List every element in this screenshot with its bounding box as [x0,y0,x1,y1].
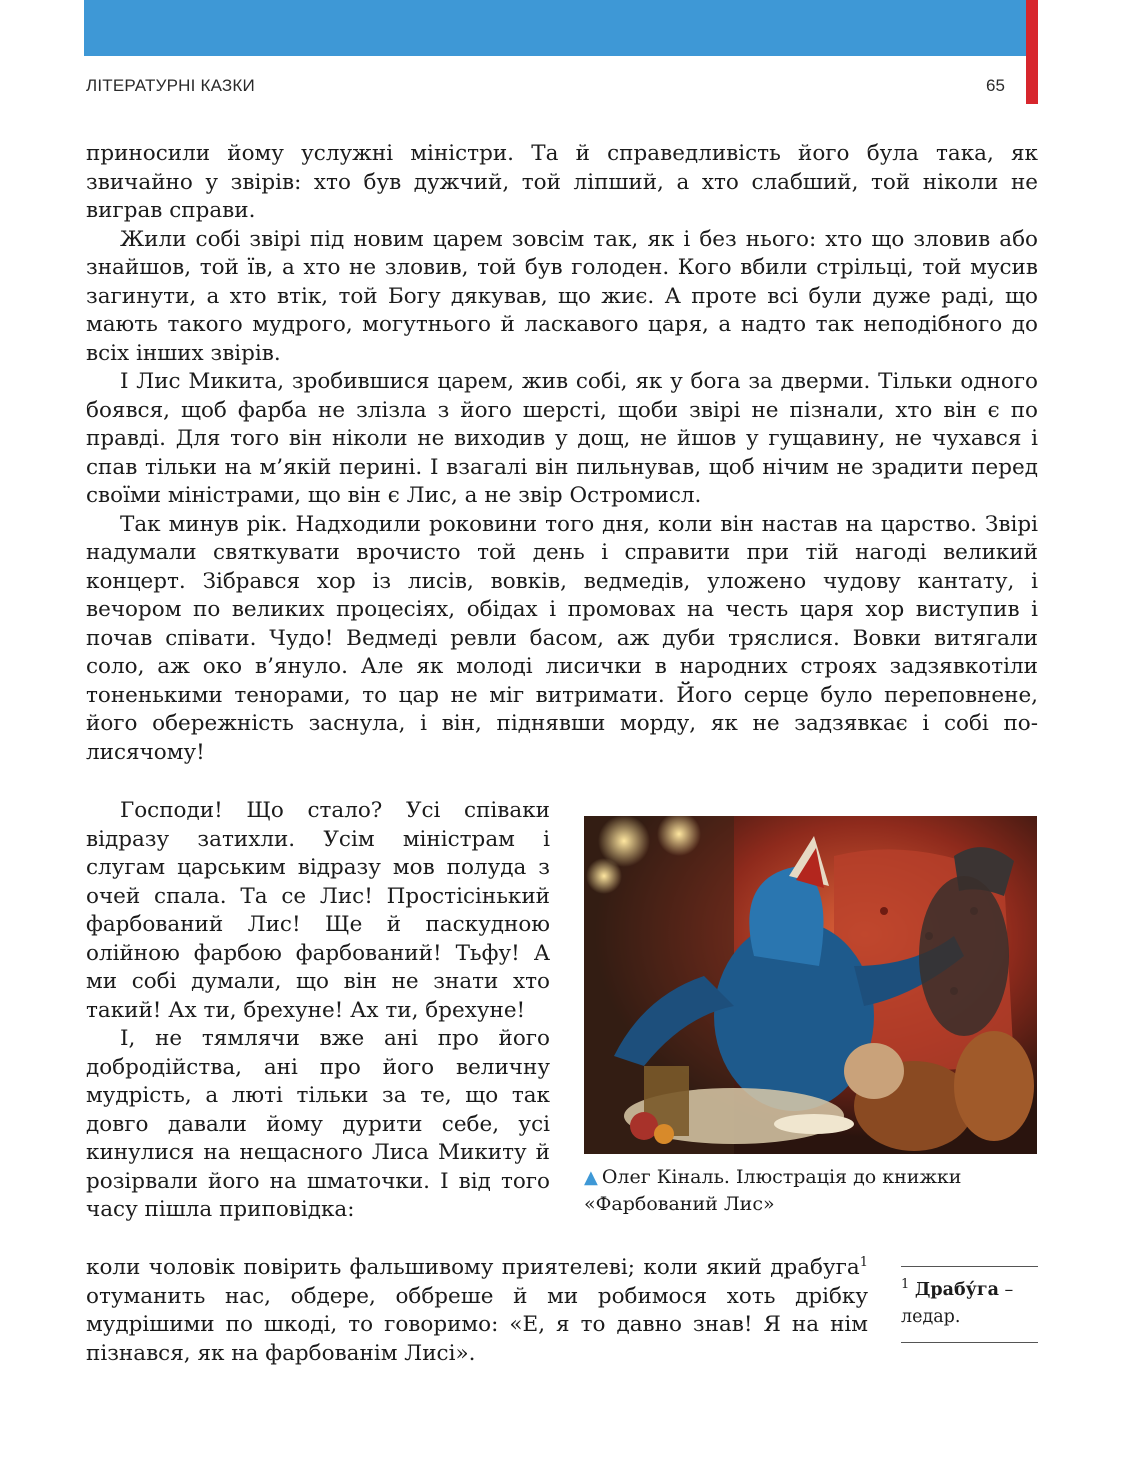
page-number: 65 [986,76,1005,95]
caption-text: Олег Кіналь. Ілюстрація до книжки «Фарбований Лис» [584,1166,962,1215]
paragraph [86,1254,868,1368]
footnote-term: Драбу́га [914,1280,999,1300]
footnote [901,1266,1038,1343]
paragraph: І Лис Микита, зробившися царем, жив собі, як у бога за дверми. Тільки одного боявся, щоб фарба не злізла з його шерсті, щоби звірі не пізнали, хто він є по правді. Для того він ніколи не виходив у дощ, не йшов у гущавину, не чухався і спав тільки на м’якій перині. І взагалі він пильнував, щоб нічим не зрадити перед своїми міністрами, що він є Лис, а не звір Остромисл. [86,369,1038,508]
illustration-caption [584,1164,1037,1218]
paragraph-text: отуманить нас, обдере, оббреше й ми робимося хоть дрібку мудрішими по шкоді, то говоримо: «Е, я то давно знав! Я на нім пізнався, як на фарбованім Лисі». [86,1283,868,1366]
page-edge-marker [1026,0,1038,104]
triangle-marker-icon: ▲ [584,1167,598,1188]
paragraph: Жили собі звірі під новим царем зовсім так, як і без нього: хто що зловив або знайшов, той їв, а хто не зловив, той був голоден. Кого вбили стрільці, той мусив загинути, а хто втік, той Богу дякував, що жиє. А проте всі були дуже раді, що мають такого мудрого, могутнього й ласкавого царя, а надто так неподібного до всіх інших звірів. [86,226,1038,366]
footnote-mark: 1 [901,1277,910,1293]
story-text-top [86,140,1038,767]
paragraph-text: коли чоловік повірить фальшивому приятелеві; коли який драбуга [86,1255,860,1280]
paragraph: Господи! Що стало? Усі співаки відразу затихли. Усім міністрам і слугам царським відразу мов полуда з очей спала. Та се Лис! Простісінький фарбований Лис! Ще й паскудною олійною фарбою фарбований! Тьфу! А ми собі думали, що він не знати хто такий! Ах ти, брехуне! Ах ти, брехуне! [86,798,550,1023]
story-text-bottom [86,1254,868,1368]
story-text-wrapped [86,797,550,1225]
paragraph: приносили йому услужні міністри. Та й справедливість його була така, як звичайно у звірів: хто був дужчий, той ліпший, а хто слабший, той ніколи не виграв справи. [86,141,1038,223]
footnote-definition: – ледар. [901,1280,1014,1327]
top-color-band [84,0,1026,56]
footnote-ref[interactable]: 1 [859,1254,868,1270]
paragraph: Так минув рік. Надходили роковини того дня, коли він настав на царство. Звірі надумали святкувати врочисто той день і справити при тій нагоді великий концерт. Зібрався хор із лисів, вовків, ведмедів, уложено чудову кантату, і вечором по великих процесіях, обідах і промовах на честь царя хор виступив і почав співати. Чудо! Ведмеді ревли басом, аж дуби тряслися. Вовки витягали соло, аж око в’януло. Але як молоді лисички в народних строях задзявкотіли тоненькими тенорами, то цар не міг витримати. Його серце було переповнене, його обережність заснула, і він, піднявши морду, як не задзявкає і собі по-лисячому! [86,511,1038,765]
paragraph: І, не тямлячи вже ані про його добродійства, ані про його величну мудрість, а люті тільки за те, що так довго давали йому дурити себе, усі кинулися на нещасного Лиса Микиту й розірвали його на шматочки. І від того часу пішла приповідка: [86,1026,550,1222]
illustration-painted-fox [584,816,1037,1154]
running-title: ЛІТЕРАТУРНІ КАЗКИ [86,76,255,95]
